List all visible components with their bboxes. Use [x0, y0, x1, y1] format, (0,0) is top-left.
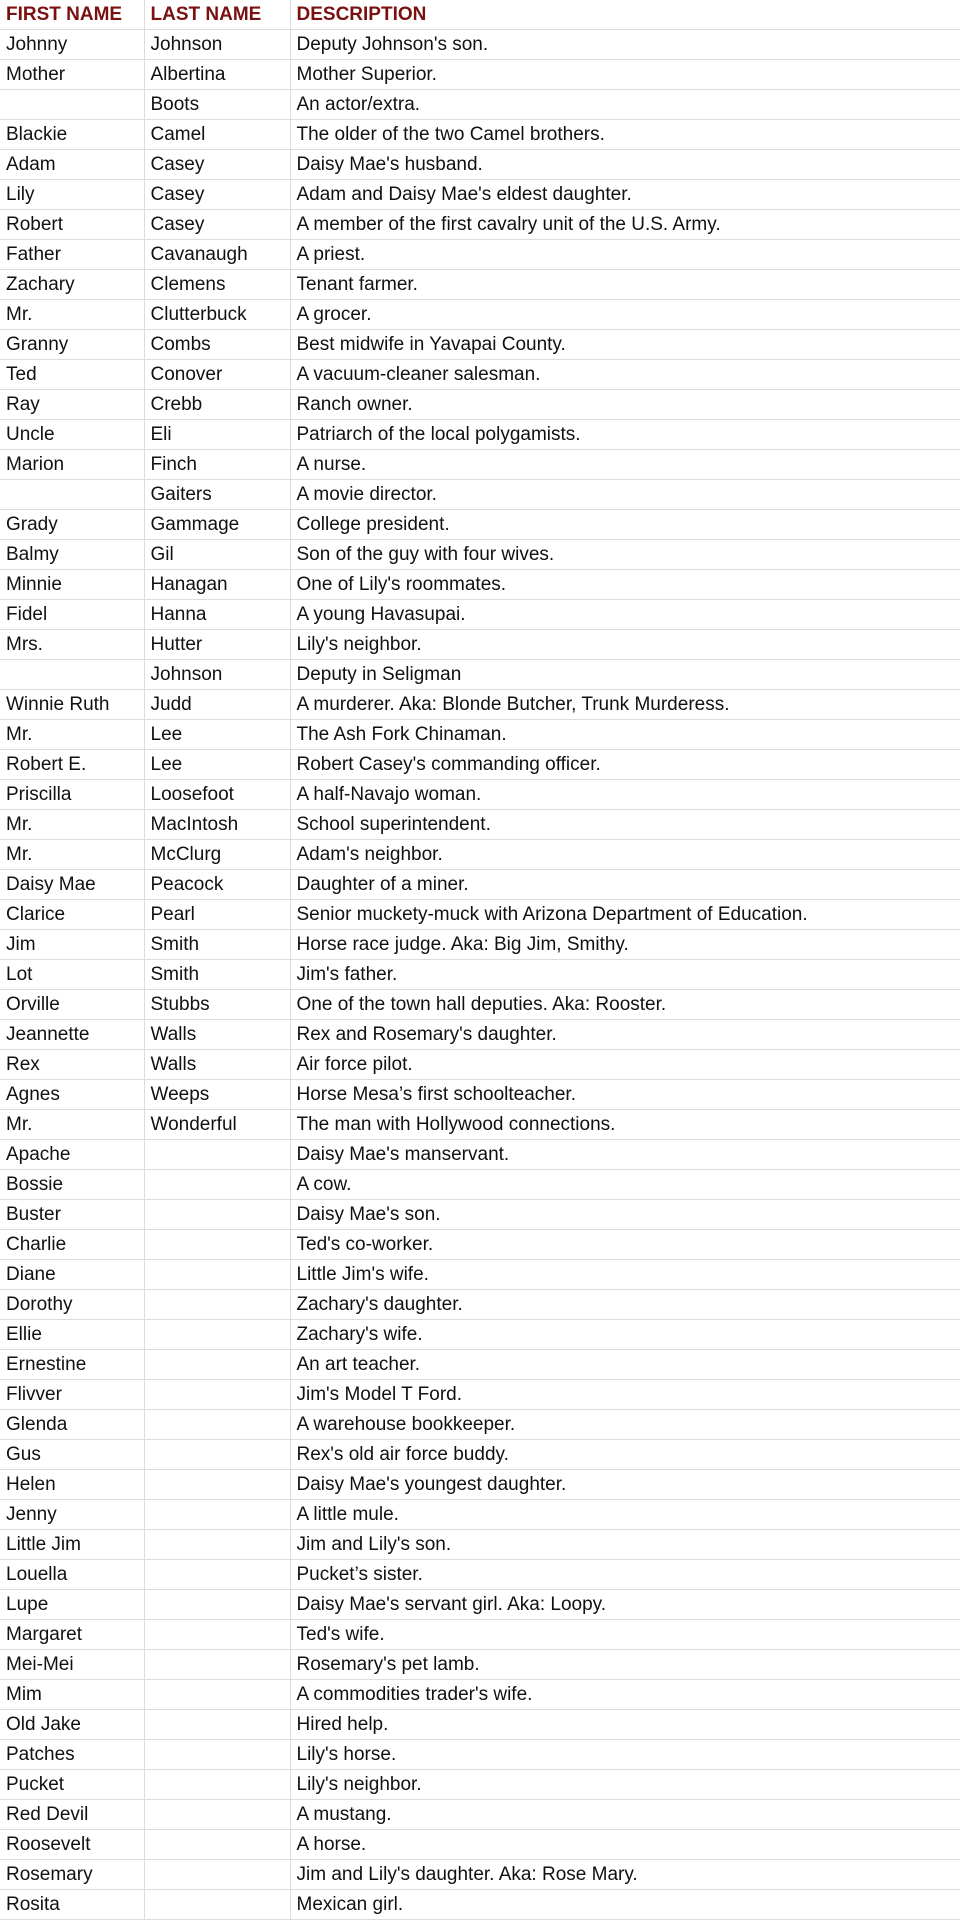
table-row [0, 1410, 960, 1440]
description-cell[interactable]: Air force pilot. [290, 1050, 960, 1080]
first-name-cell[interactable]: Old Jake [0, 1710, 144, 1740]
first-name-cell[interactable]: Mr. [0, 810, 144, 840]
description-cell[interactable]: Lily's neighbor. [290, 1770, 960, 1800]
table-row [0, 630, 960, 660]
description-cell[interactable]: Senior muckety-muck with Arizona Department of Education. [290, 900, 960, 930]
table-row [0, 570, 960, 600]
last-name-cell[interactable]: Smith [144, 930, 290, 960]
description-cell[interactable]: One of the town hall deputies. Aka: Rooster. [290, 990, 960, 1020]
description-cell[interactable]: Jim's father. [290, 960, 960, 990]
first-name-cell[interactable]: Rex [0, 1050, 144, 1080]
column-header-description: DESCRIPTION [290, 0, 960, 30]
description-cell[interactable]: College president. [290, 510, 960, 540]
first-name-cell[interactable]: Marion [0, 450, 144, 480]
description-cell[interactable]: Rex and Rosemary's daughter. [290, 1020, 960, 1050]
first-name-cell[interactable]: Red Devil [0, 1800, 144, 1830]
last-name-cell[interactable]: Walls [144, 1050, 290, 1080]
description-cell[interactable]: A vacuum-cleaner salesman. [290, 360, 960, 390]
last-name-cell[interactable]: Hanagan [144, 570, 290, 600]
last-name-cell[interactable] [144, 1440, 290, 1470]
description-cell[interactable]: Ted's wife. [290, 1620, 960, 1650]
last-name-cell[interactable]: Lee [144, 720, 290, 750]
last-name-cell[interactable]: Johnson [144, 30, 290, 60]
description-cell[interactable]: Ranch owner. [290, 390, 960, 420]
first-name-cell[interactable]: Blackie [0, 120, 144, 150]
first-name-cell[interactable] [0, 660, 144, 690]
last-name-cell[interactable] [144, 1230, 290, 1260]
table-row [0, 1470, 960, 1500]
first-name-cell[interactable]: Mr. [0, 300, 144, 330]
table-row [0, 480, 960, 510]
last-name-cell[interactable] [144, 1380, 290, 1410]
first-name-cell[interactable]: Rosemary [0, 1860, 144, 1890]
description-cell[interactable]: The Ash Fork Chinaman. [290, 720, 960, 750]
table-row [0, 270, 960, 300]
table-row [0, 1650, 960, 1680]
table-row [0, 780, 960, 810]
table-row [0, 1110, 960, 1140]
description-cell[interactable]: Daisy Mae's youngest daughter. [290, 1470, 960, 1500]
first-name-cell[interactable]: Jeannette [0, 1020, 144, 1050]
table-row [0, 1350, 960, 1380]
table-row [0, 1140, 960, 1170]
last-name-cell[interactable]: Stubbs [144, 990, 290, 1020]
first-name-cell[interactable] [0, 480, 144, 510]
description-cell[interactable]: A half-Navajo woman. [290, 780, 960, 810]
first-name-cell[interactable]: Helen [0, 1470, 144, 1500]
first-name-cell[interactable]: Father [0, 240, 144, 270]
table-row [0, 300, 960, 330]
last-name-cell[interactable]: Lee [144, 750, 290, 780]
last-name-cell[interactable] [144, 1770, 290, 1800]
table-row [0, 1230, 960, 1260]
table-header [0, 0, 960, 30]
description-cell[interactable]: Adam's neighbor. [290, 840, 960, 870]
description-cell[interactable]: Jim and Lily's daughter. Aka: Rose Mary. [290, 1860, 960, 1890]
description-cell[interactable]: Deputy in Seligman [290, 660, 960, 690]
description-cell[interactable]: Daisy Mae's servant girl. Aka: Loopy. [290, 1590, 960, 1620]
table-row [0, 120, 960, 150]
table-row [0, 1680, 960, 1710]
description-cell[interactable]: Pucket’s sister. [290, 1560, 960, 1590]
first-name-cell[interactable]: Ernestine [0, 1350, 144, 1380]
last-name-cell[interactable] [144, 1860, 290, 1890]
last-name-cell[interactable] [144, 1320, 290, 1350]
description-cell[interactable]: A movie director. [290, 480, 960, 510]
table-row [0, 1440, 960, 1470]
table-row [0, 750, 960, 780]
first-name-cell[interactable]: Buster [0, 1200, 144, 1230]
first-name-cell[interactable]: Little Jim [0, 1530, 144, 1560]
description-cell[interactable]: Horse Mesa’s first schoolteacher. [290, 1080, 960, 1110]
first-name-cell[interactable]: Margaret [0, 1620, 144, 1650]
last-name-cell[interactable]: Clemens [144, 270, 290, 300]
last-name-cell[interactable]: Boots [144, 90, 290, 120]
first-name-cell[interactable]: Lot [0, 960, 144, 990]
last-name-cell[interactable] [144, 1290, 290, 1320]
first-name-cell[interactable]: Mother [0, 60, 144, 90]
last-name-cell[interactable] [144, 1260, 290, 1290]
description-cell[interactable]: Horse race judge. Aka: Big Jim, Smithy. [290, 930, 960, 960]
description-cell[interactable]: Patriarch of the local polygamists. [290, 420, 960, 450]
last-name-cell[interactable] [144, 1140, 290, 1170]
first-name-cell[interactable]: Grady [0, 510, 144, 540]
table-row [0, 1200, 960, 1230]
first-name-cell[interactable]: Priscilla [0, 780, 144, 810]
table-row [0, 510, 960, 540]
table-row [0, 1290, 960, 1320]
description-cell[interactable]: An art teacher. [290, 1350, 960, 1380]
last-name-cell[interactable] [144, 1890, 290, 1920]
first-name-cell[interactable]: Uncle [0, 420, 144, 450]
description-cell[interactable]: A priest. [290, 240, 960, 270]
first-name-cell[interactable]: Mrs. [0, 630, 144, 660]
last-name-cell[interactable] [144, 1740, 290, 1770]
description-cell[interactable]: Little Jim's wife. [290, 1260, 960, 1290]
table-row [0, 210, 960, 240]
table-row [0, 960, 960, 990]
last-name-cell[interactable]: Eli [144, 420, 290, 450]
table-row [0, 1050, 960, 1080]
last-name-cell[interactable] [144, 1800, 290, 1830]
table-body [0, 30, 960, 1920]
table-row [0, 1860, 960, 1890]
last-name-cell[interactable] [144, 1170, 290, 1200]
last-name-cell[interactable] [144, 1650, 290, 1680]
table-row [0, 540, 960, 570]
last-name-cell[interactable] [144, 1200, 290, 1230]
last-name-cell[interactable] [144, 1710, 290, 1740]
first-name-cell[interactable]: Mr. [0, 1110, 144, 1140]
last-name-cell[interactable]: Judd [144, 690, 290, 720]
last-name-cell[interactable]: Gammage [144, 510, 290, 540]
table-row [0, 690, 960, 720]
first-name-cell[interactable]: Winnie Ruth [0, 690, 144, 720]
last-name-cell[interactable] [144, 1590, 290, 1620]
first-name-cell[interactable]: Lupe [0, 1590, 144, 1620]
table-row [0, 240, 960, 270]
table-row [0, 870, 960, 900]
table-row [0, 330, 960, 360]
table-row [0, 720, 960, 750]
last-name-cell[interactable]: Hutter [144, 630, 290, 660]
table-row [0, 1080, 960, 1110]
first-name-cell[interactable]: Roosevelt [0, 1830, 144, 1860]
first-name-cell[interactable]: Johnny [0, 30, 144, 60]
first-name-cell[interactable]: Ray [0, 390, 144, 420]
description-cell[interactable]: Deputy Johnson's son. [290, 30, 960, 60]
table-row [0, 60, 960, 90]
first-name-cell[interactable]: Granny [0, 330, 144, 360]
table-row [0, 840, 960, 870]
description-cell[interactable]: A murderer. Aka: Blonde Butcher, Trunk Murderess. [290, 690, 960, 720]
table-row [0, 600, 960, 630]
first-name-cell[interactable]: Robert E. [0, 750, 144, 780]
description-cell[interactable]: The man with Hollywood connections. [290, 1110, 960, 1140]
last-name-cell[interactable]: Gaiters [144, 480, 290, 510]
description-cell[interactable]: Hired help. [290, 1710, 960, 1740]
first-name-cell[interactable]: Orville [0, 990, 144, 1020]
first-name-cell[interactable]: Mr. [0, 840, 144, 870]
description-cell[interactable]: Ted's co-worker. [290, 1230, 960, 1260]
description-cell[interactable]: Daisy Mae's husband. [290, 150, 960, 180]
last-name-cell[interactable]: Combs [144, 330, 290, 360]
table-row [0, 1890, 960, 1920]
first-name-cell[interactable]: Pucket [0, 1770, 144, 1800]
last-name-cell[interactable]: Casey [144, 180, 290, 210]
description-cell[interactable]: A horse. [290, 1830, 960, 1860]
last-name-cell[interactable]: Walls [144, 1020, 290, 1050]
last-name-cell[interactable] [144, 1530, 290, 1560]
description-cell[interactable]: Daughter of a miner. [290, 870, 960, 900]
last-name-cell[interactable]: Casey [144, 210, 290, 240]
description-cell[interactable]: Tenant farmer. [290, 270, 960, 300]
first-name-cell[interactable]: Mei-Mei [0, 1650, 144, 1680]
description-cell[interactable]: A member of the first cavalry unit of the U.S. Army. [290, 210, 960, 240]
table-row [0, 1560, 960, 1590]
first-name-cell[interactable]: Mim [0, 1680, 144, 1710]
column-header-last-name: LAST NAME [144, 0, 290, 30]
first-name-cell[interactable]: Ellie [0, 1320, 144, 1350]
description-cell[interactable]: School superintendent. [290, 810, 960, 840]
last-name-cell[interactable]: Cavanaugh [144, 240, 290, 270]
first-name-cell[interactable]: Zachary [0, 270, 144, 300]
first-name-cell[interactable]: Patches [0, 1740, 144, 1770]
description-cell[interactable]: Best midwife in Yavapai County. [290, 330, 960, 360]
last-name-cell[interactable] [144, 1830, 290, 1860]
description-cell[interactable]: The older of the two Camel brothers. [290, 120, 960, 150]
first-name-cell[interactable]: Charlie [0, 1230, 144, 1260]
table-row [0, 180, 960, 210]
first-name-cell[interactable]: Balmy [0, 540, 144, 570]
description-cell[interactable]: Lily's horse. [290, 1740, 960, 1770]
first-name-cell[interactable]: Dorothy [0, 1290, 144, 1320]
first-name-cell[interactable]: Lily [0, 180, 144, 210]
description-cell[interactable]: Adam and Daisy Mae's eldest daughter. [290, 180, 960, 210]
last-name-cell[interactable] [144, 1620, 290, 1650]
last-name-cell[interactable]: Peacock [144, 870, 290, 900]
last-name-cell[interactable]: Clutterbuck [144, 300, 290, 330]
description-cell[interactable]: An actor/extra. [290, 90, 960, 120]
last-name-cell[interactable]: Crebb [144, 390, 290, 420]
first-name-cell[interactable]: Jim [0, 930, 144, 960]
first-name-cell[interactable]: Louella [0, 1560, 144, 1590]
first-name-cell[interactable]: Clarice [0, 900, 144, 930]
description-cell[interactable]: A commodities trader's wife. [290, 1680, 960, 1710]
table-row [0, 1170, 960, 1200]
description-cell[interactable]: A little mule. [290, 1500, 960, 1530]
last-name-cell[interactable]: Wonderful [144, 1110, 290, 1140]
last-name-cell[interactable]: Casey [144, 150, 290, 180]
first-name-cell[interactable]: Flivver [0, 1380, 144, 1410]
first-name-cell[interactable]: Apache [0, 1140, 144, 1170]
first-name-cell[interactable]: Ted [0, 360, 144, 390]
last-name-cell[interactable]: Johnson [144, 660, 290, 690]
last-name-cell[interactable]: McClurg [144, 840, 290, 870]
description-cell[interactable]: A warehouse bookkeeper. [290, 1410, 960, 1440]
description-cell[interactable]: Zachary's wife. [290, 1320, 960, 1350]
last-name-cell[interactable]: Albertina [144, 60, 290, 90]
description-cell[interactable]: Mexican girl. [290, 1890, 960, 1920]
description-cell[interactable]: Son of the guy with four wives. [290, 540, 960, 570]
description-cell[interactable]: A grocer. [290, 300, 960, 330]
table-row [0, 90, 960, 120]
last-name-cell[interactable]: Pearl [144, 900, 290, 930]
last-name-cell[interactable] [144, 1680, 290, 1710]
table-row [0, 810, 960, 840]
last-name-cell[interactable] [144, 1500, 290, 1530]
last-name-cell[interactable]: Hanna [144, 600, 290, 630]
last-name-cell[interactable]: MacIntosh [144, 810, 290, 840]
first-name-cell[interactable] [0, 90, 144, 120]
description-cell[interactable]: Mother Superior. [290, 60, 960, 90]
table-row [0, 990, 960, 1020]
table-row [0, 1770, 960, 1800]
description-cell[interactable]: Daisy Mae's manservant. [290, 1140, 960, 1170]
description-cell[interactable]: Zachary's daughter. [290, 1290, 960, 1320]
description-cell[interactable]: A nurse. [290, 450, 960, 480]
first-name-cell[interactable]: Gus [0, 1440, 144, 1470]
last-name-cell[interactable]: Gil [144, 540, 290, 570]
header-row [0, 0, 960, 30]
description-cell[interactable]: Daisy Mae's son. [290, 1200, 960, 1230]
table-row [0, 1320, 960, 1350]
table-row [0, 360, 960, 390]
column-header-first-name: FIRST NAME [0, 0, 144, 30]
last-name-cell[interactable]: Loosefoot [144, 780, 290, 810]
first-name-cell[interactable]: Glenda [0, 1410, 144, 1440]
table-row [0, 1500, 960, 1530]
first-name-cell[interactable]: Bossie [0, 1170, 144, 1200]
description-cell[interactable]: Jim's Model T Ford. [290, 1380, 960, 1410]
table-row [0, 1620, 960, 1650]
table-row [0, 930, 960, 960]
table-row [0, 450, 960, 480]
first-name-cell[interactable]: Robert [0, 210, 144, 240]
table-row [0, 150, 960, 180]
table-row [0, 1380, 960, 1410]
table-row [0, 1710, 960, 1740]
description-cell[interactable]: Rex's old air force buddy. [290, 1440, 960, 1470]
first-name-cell[interactable]: Agnes [0, 1080, 144, 1110]
last-name-cell[interactable]: Conover [144, 360, 290, 390]
first-name-cell[interactable]: Jenny [0, 1500, 144, 1530]
last-name-cell[interactable] [144, 1560, 290, 1590]
table-row [0, 1020, 960, 1050]
last-name-cell[interactable]: Finch [144, 450, 290, 480]
description-cell[interactable]: A cow. [290, 1170, 960, 1200]
first-name-cell[interactable]: Adam [0, 150, 144, 180]
last-name-cell[interactable] [144, 1350, 290, 1380]
description-cell[interactable]: Lily's neighbor. [290, 630, 960, 660]
last-name-cell[interactable]: Weeps [144, 1080, 290, 1110]
description-cell[interactable]: A young Havasupai. [290, 600, 960, 630]
first-name-cell[interactable]: Mr. [0, 720, 144, 750]
last-name-cell[interactable]: Camel [144, 120, 290, 150]
last-name-cell[interactable] [144, 1410, 290, 1440]
table-row [0, 1740, 960, 1770]
first-name-cell[interactable]: Daisy Mae [0, 870, 144, 900]
description-cell[interactable]: Jim and Lily's son. [290, 1530, 960, 1560]
description-cell[interactable]: Rosemary's pet lamb. [290, 1650, 960, 1680]
table-row [0, 1530, 960, 1560]
first-name-cell[interactable]: Fidel [0, 600, 144, 630]
last-name-cell[interactable]: Smith [144, 960, 290, 990]
table-row [0, 900, 960, 930]
table-row [0, 1590, 960, 1620]
first-name-cell[interactable]: Rosita [0, 1890, 144, 1920]
first-name-cell[interactable]: Minnie [0, 570, 144, 600]
table-row [0, 390, 960, 420]
table-row [0, 30, 960, 60]
table-row [0, 1800, 960, 1830]
table-row [0, 1260, 960, 1290]
description-cell[interactable]: Robert Casey's commanding officer. [290, 750, 960, 780]
description-cell[interactable]: A mustang. [290, 1800, 960, 1830]
table-row [0, 420, 960, 450]
first-name-cell[interactable]: Diane [0, 1260, 144, 1290]
table-row [0, 1830, 960, 1860]
table-row [0, 660, 960, 690]
description-cell[interactable]: One of Lily's roommates. [290, 570, 960, 600]
last-name-cell[interactable] [144, 1470, 290, 1500]
